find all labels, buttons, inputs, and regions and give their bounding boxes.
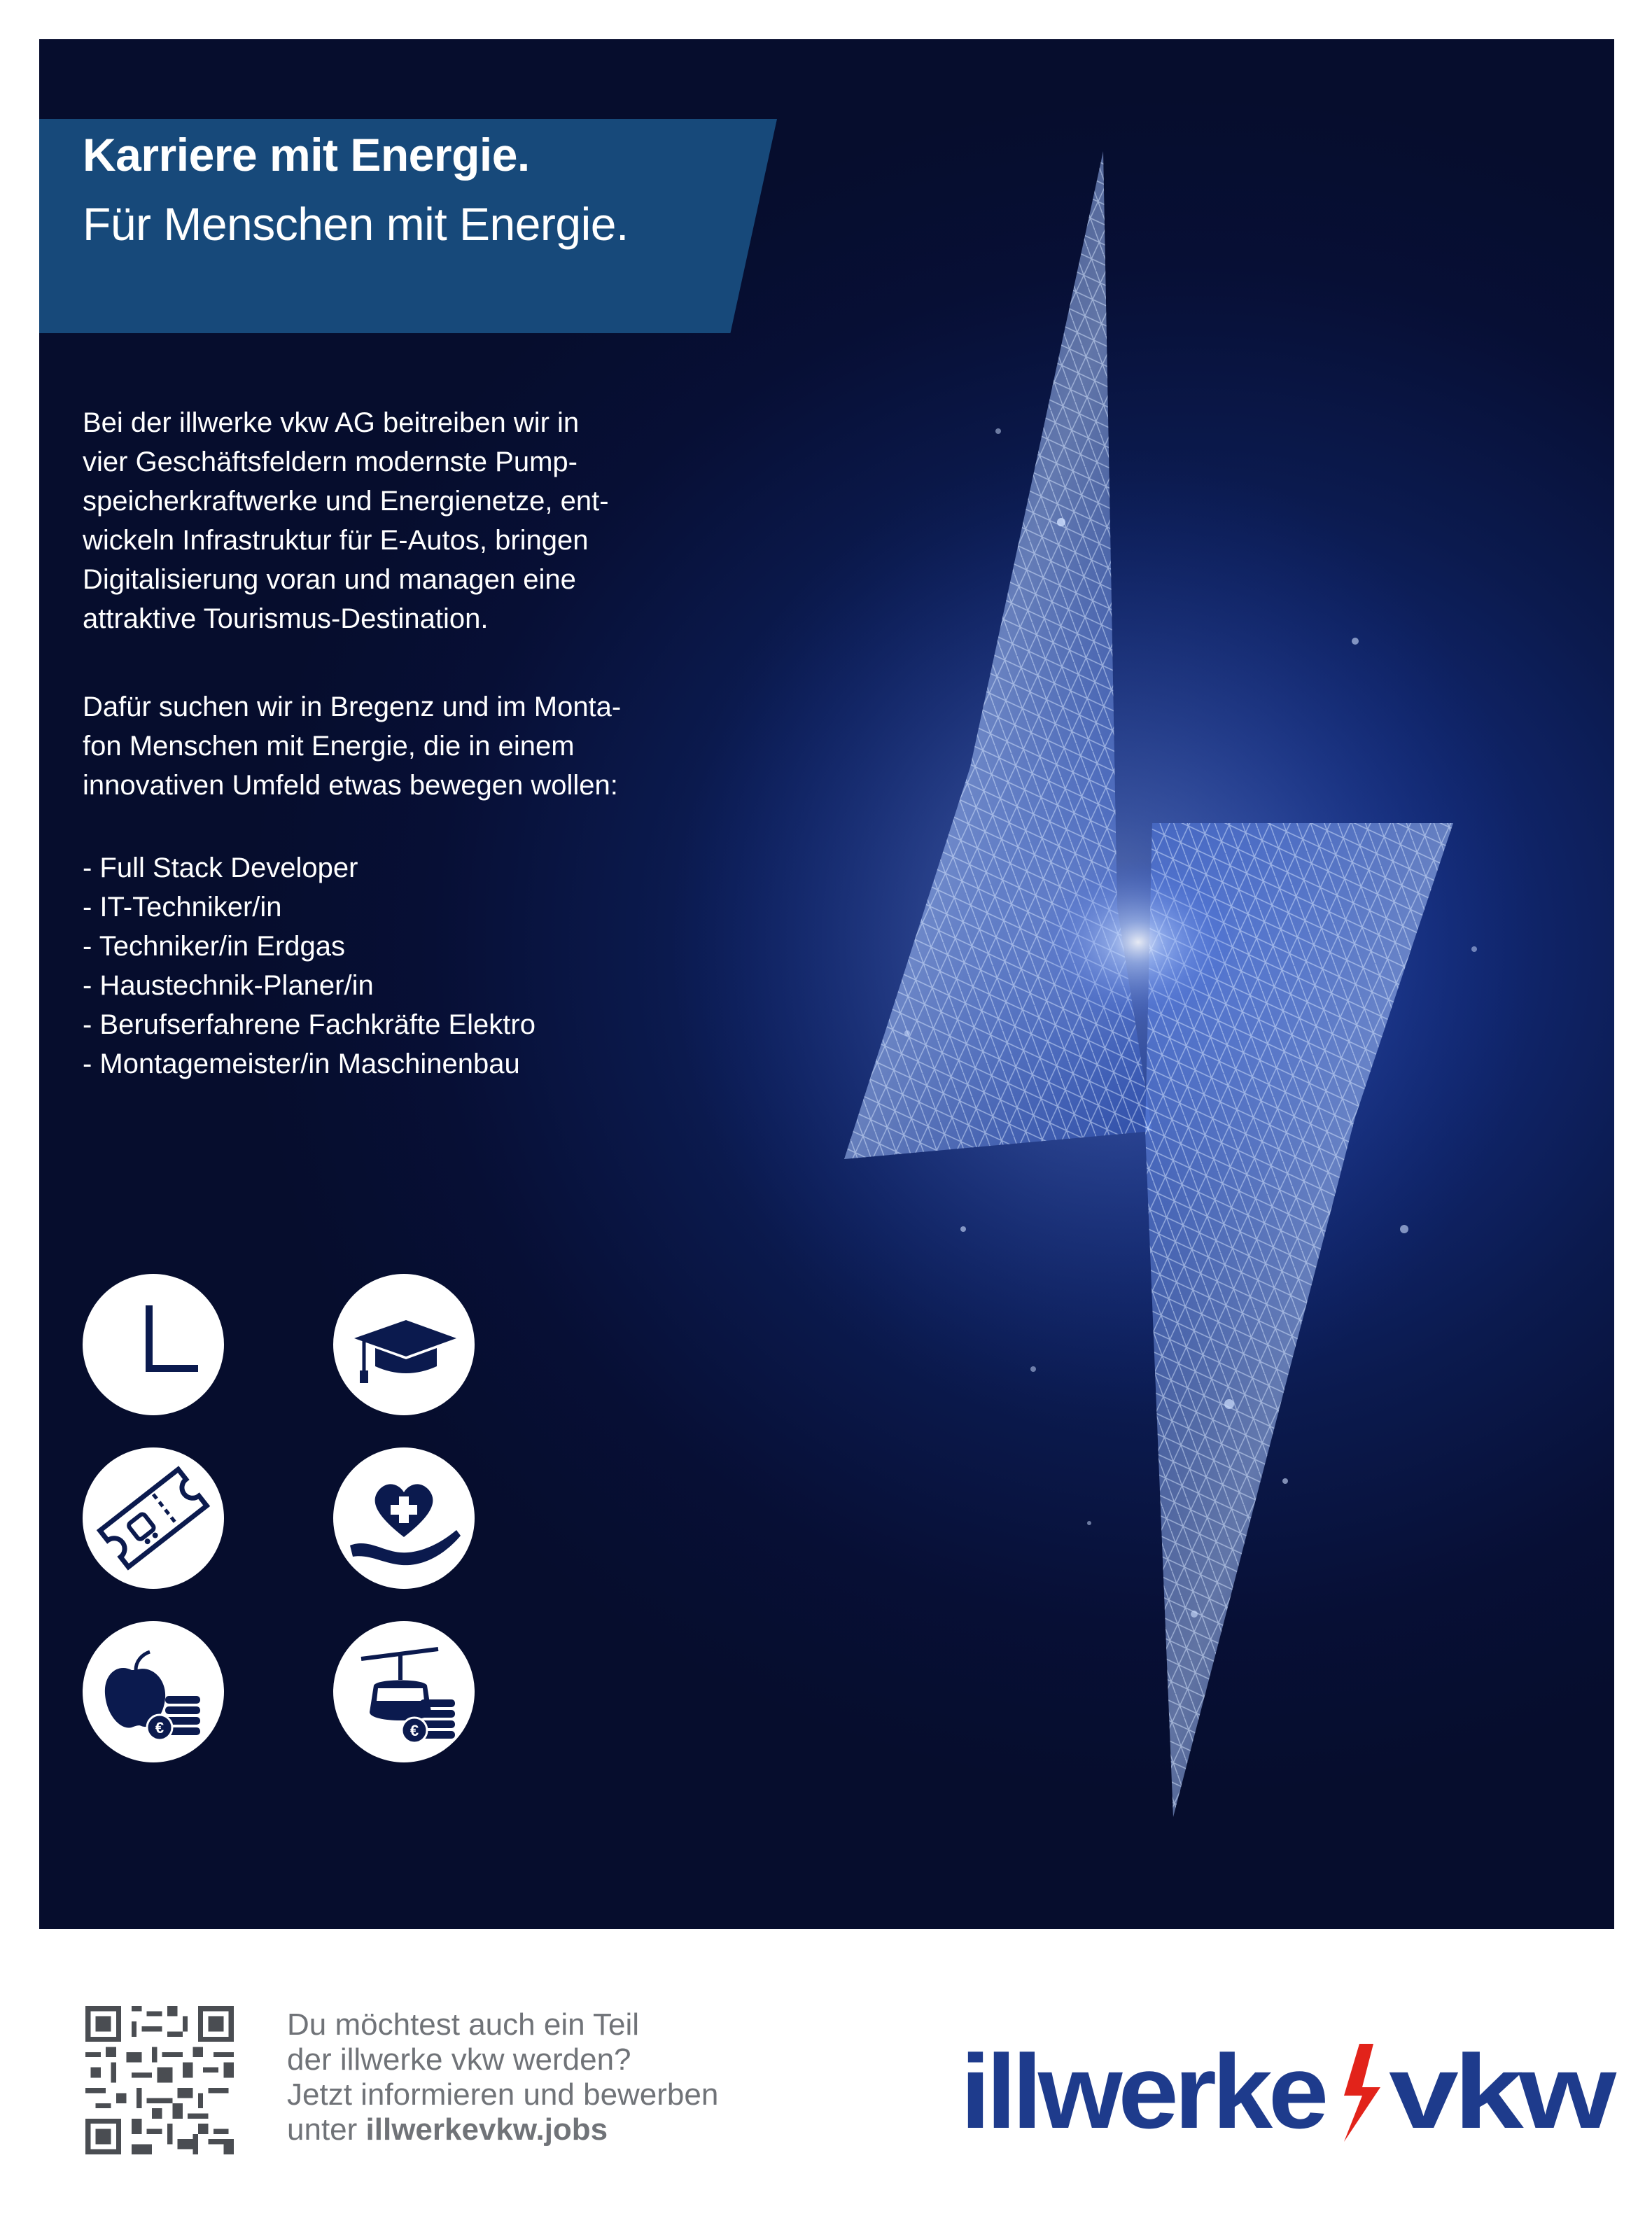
- job-list-item: - Berufserfahrene Fachkräfte Elektro: [83, 1009, 536, 1040]
- search-paragraph: Dafür suchen wir in Bregenz und im Monta- fon Menschen mit Energie, die in einem innovativen Umfeld etwas bewegen wollen:: [83, 692, 622, 801]
- qr-code[interactable]: [85, 2006, 234, 2154]
- job-list: [83, 848, 536, 1084]
- job-list-item: - Montagemeister/in Maschinenbau: [83, 1049, 520, 1079]
- intro-paragraph: Bei der illwerke vkw AG beitreiben wir in vier Geschäftsfeldern modernste Pump- speicherkraftwerke und Energienetze, ent- wickeln Infrastruktur für E-Autos, bringen Digitalisierung voran und managen eine attraktive Tourismus-Destination.: [83, 407, 609, 634]
- job-list-item: - Haustechnik-Planer/in: [83, 970, 374, 1001]
- job-list-item: - IT-Techniker/in: [83, 892, 282, 923]
- job-list-item: - Techniker/in Erdgas: [83, 931, 345, 962]
- call-to-action: [287, 2007, 718, 2147]
- cta-line: Jetzt informieren und bewerben: [287, 2077, 719, 2112]
- illwerke-vkw-logo: [960, 2044, 1618, 2142]
- logo-right: vkw: [1389, 2044, 1617, 2142]
- svg-text:€: €: [410, 1722, 419, 1739]
- ticket-icon: [83, 1447, 224, 1589]
- job-list-item: - Full Stack Developer: [83, 853, 358, 883]
- logo-left: illwerke: [960, 2044, 1326, 2142]
- headline-title: Karriere mit Energie.: [83, 129, 530, 181]
- logo-bolt: [1344, 2044, 1380, 2142]
- headline-subtitle: Für Menschen mit Energie.: [83, 198, 629, 250]
- cta-line: [287, 2112, 718, 2147]
- clock-icon: [83, 1274, 224, 1415]
- cta-line: der illwerke vkw werden?: [287, 2042, 631, 2077]
- cable-car-coins-icon: [333, 1621, 475, 1762]
- graduation-cap-icon: [333, 1274, 475, 1415]
- cta-prefix: unter: [287, 2112, 366, 2147]
- heart-hand-icon: [333, 1447, 475, 1589]
- svg-text:€: €: [155, 1719, 164, 1737]
- jobs-url-link[interactable]: illwerkevkw.jobs: [365, 2112, 608, 2147]
- cta-line: Du möchtest auch ein Teil: [287, 2007, 640, 2042]
- apple-coins-icon: [83, 1621, 224, 1762]
